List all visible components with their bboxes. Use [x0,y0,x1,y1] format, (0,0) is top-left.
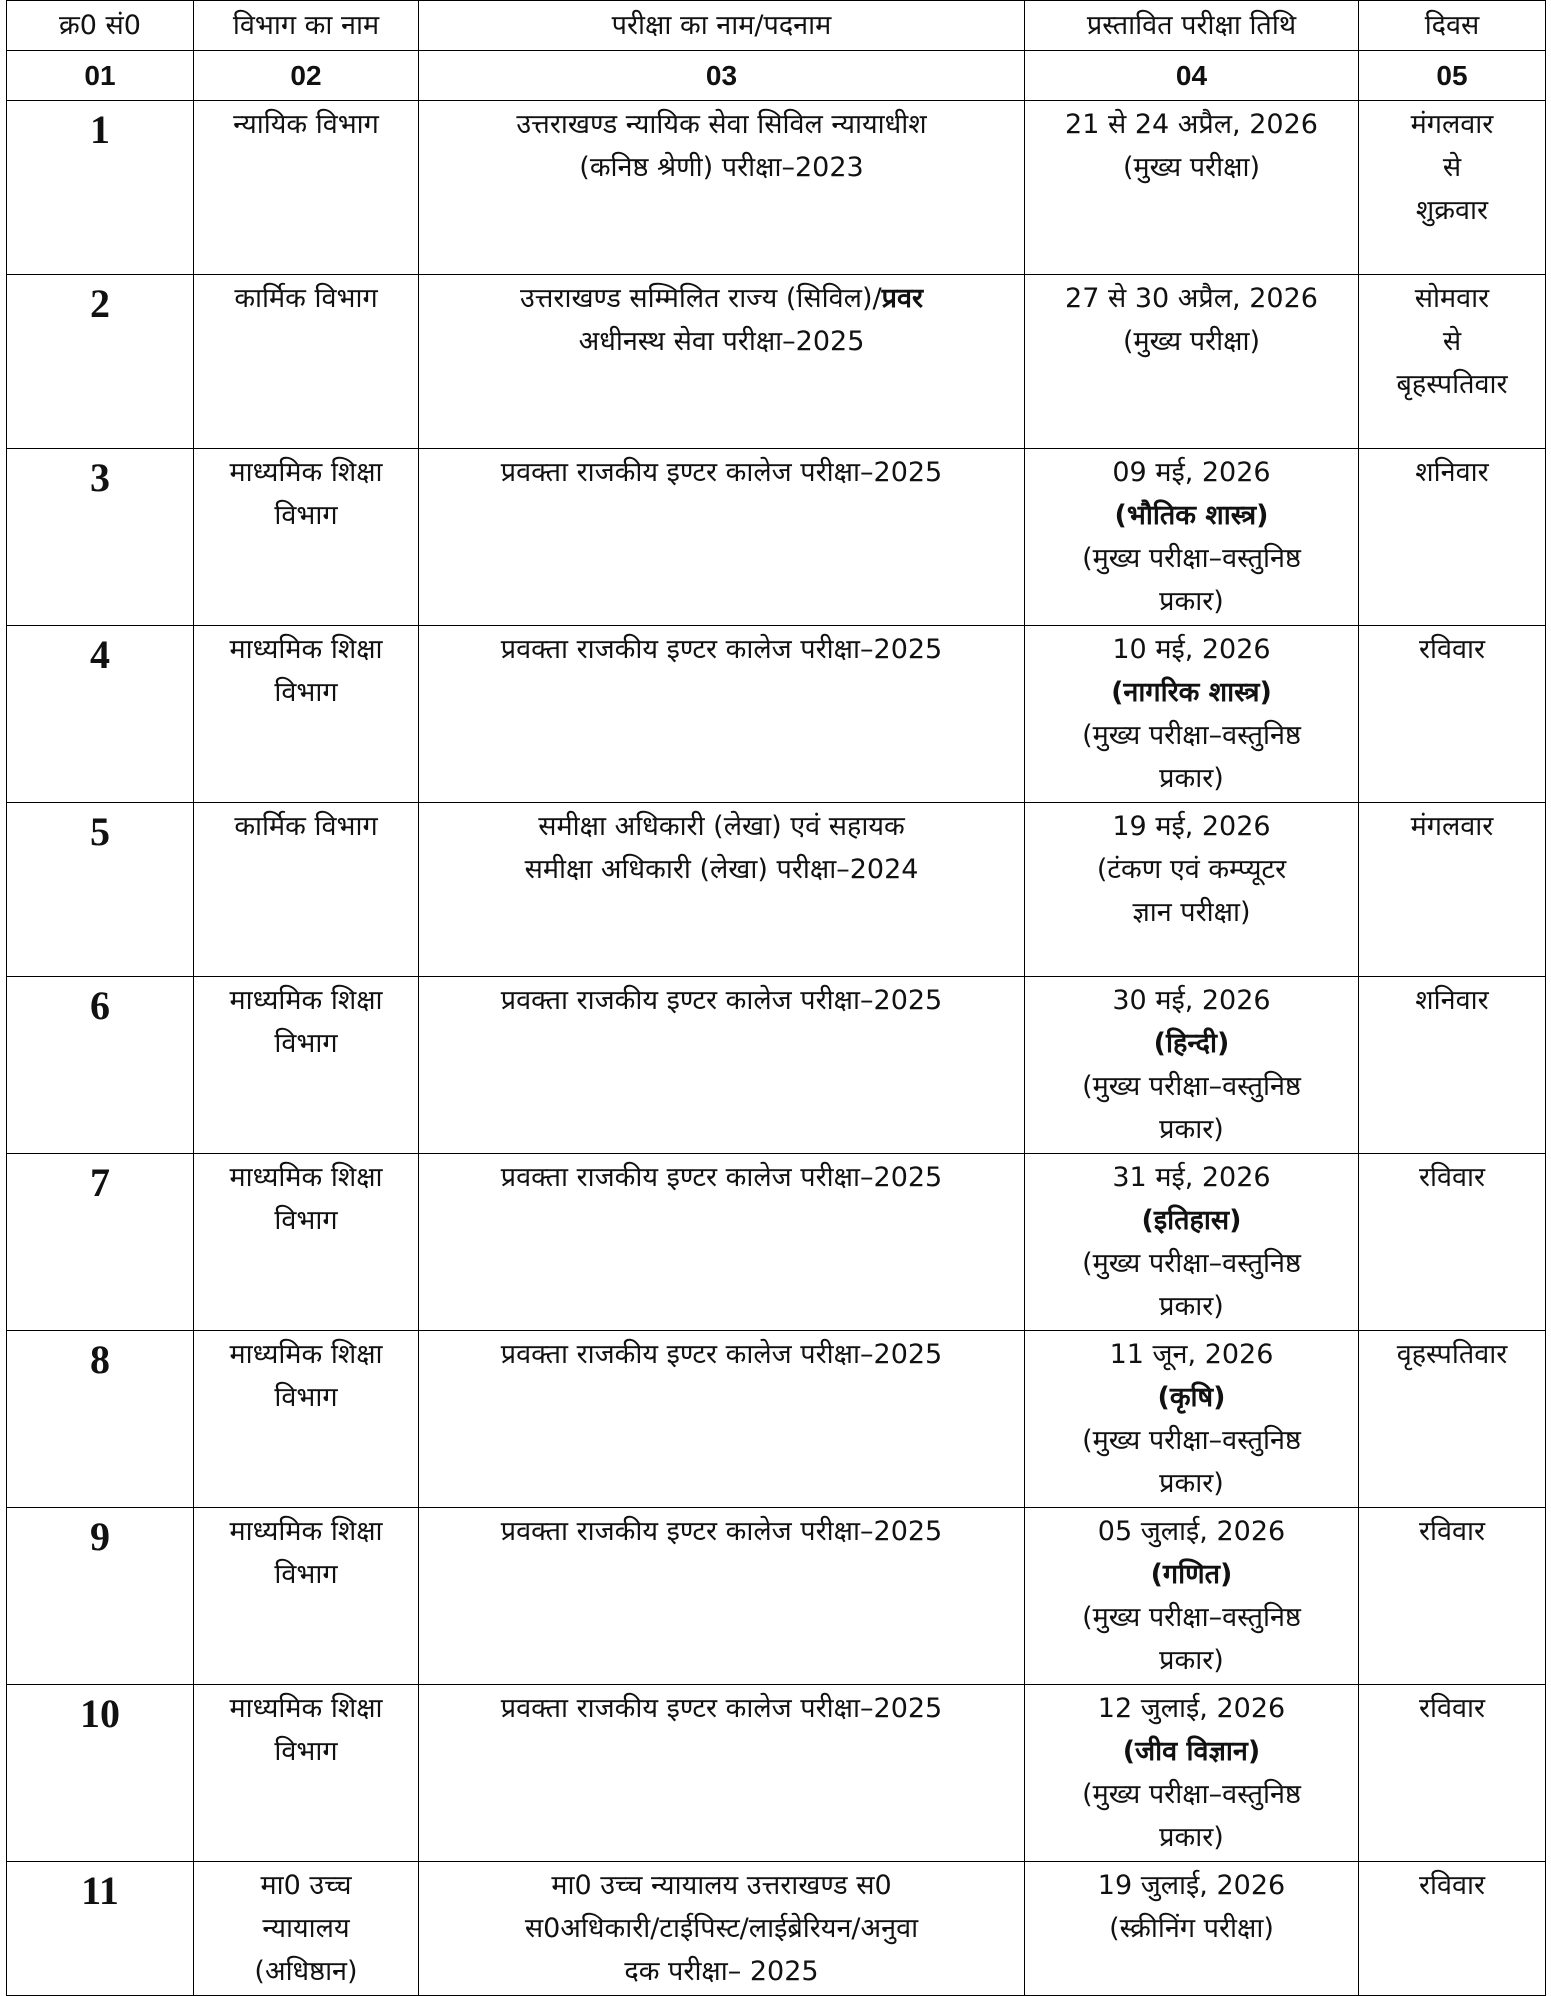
day-cell [1359,1685,1546,1862]
exam-name-cell [419,101,1025,275]
column-number: 05 [1359,51,1546,101]
exam-name-text: अधीनस्थ सेवा परीक्षा–2025 [578,326,865,357]
day-text: मंगलवार [1410,109,1494,140]
exam-subject: (इतिहास) [1141,1205,1242,1236]
table-row [7,101,1546,275]
exam-name-cell [419,977,1025,1154]
day-cell [1359,1331,1546,1508]
exam-name-cell [419,1154,1025,1331]
exam-name-text: प्रवक्ता राजकीय इण्टर कालेज परीक्षा–2025 [500,1693,943,1724]
department-text: विभाग [274,1736,338,1767]
serial-number: 5 [7,803,194,977]
exam-name-text: प्रवक्ता राजकीय इण्टर कालेज परीक्षा–2025 [500,457,943,488]
exam-note: प्रकार) [1159,1822,1224,1853]
exam-name-text: प्रवक्ता राजकीय इण्टर कालेज परीक्षा–2025 [500,1339,943,1370]
table-row [7,977,1546,1154]
exam-note: प्रकार) [1159,586,1224,617]
exam-name-text: मा0 उच्च न्यायालय उत्तराखण्ड स0 [551,1870,892,1901]
department-text: न्यायिक विभाग [233,109,379,140]
exam-subject: (हिन्दी) [1153,1028,1230,1059]
exam-date-cell [1025,1331,1359,1508]
day-text: रविवार [1418,1870,1486,1901]
exam-schedule-document [6,0,1545,1996]
department-text: विभाग [274,677,338,708]
exam-note: प्रकार) [1159,763,1224,794]
header-serial: क्र0 सं0 [7,1,194,51]
exam-name-cell [419,1508,1025,1685]
table-row [7,275,1546,449]
day-cell [1359,1508,1546,1685]
day-text: बृहस्पतिवार [1396,369,1508,400]
day-text: रविवार [1418,1693,1486,1724]
day-text: रविवार [1418,634,1486,665]
department-cell [194,803,419,977]
day-cell [1359,626,1546,803]
table-row [7,1331,1546,1508]
department-cell [194,977,419,1154]
serial-number: 4 [7,626,194,803]
exam-date: 19 मई, 2026 [1112,811,1271,842]
department-text: माध्यमिक शिक्षा [229,1162,383,1193]
day-cell [1359,1862,1546,1996]
serial-number: 9 [7,1508,194,1685]
day-text: मंगलवार [1410,811,1494,842]
exam-date: 31 मई, 2026 [1112,1162,1271,1193]
header-row [7,1,1546,51]
day-cell [1359,275,1546,449]
exam-note: (मुख्य परीक्षा–वस्तुनिष्ठ [1082,720,1301,751]
exam-subject: (गणित) [1150,1559,1233,1590]
table-row [7,449,1546,626]
exam-name-text: प्रवक्ता राजकीय इण्टर कालेज परीक्षा–2025 [500,634,943,665]
table-row [7,1862,1546,1996]
table-row [7,1508,1546,1685]
exam-name-cell [419,1862,1025,1996]
department-text: माध्यमिक शिक्षा [229,634,383,665]
day-text: शनिवार [1415,985,1489,1016]
department-text: माध्यमिक शिक्षा [229,1339,383,1370]
serial-number: 2 [7,275,194,449]
exam-name-cell [419,449,1025,626]
department-cell [194,1862,419,1996]
exam-note: (मुख्य परीक्षा–वस्तुनिष्ठ [1082,1071,1301,1102]
day-text: से [1442,152,1462,183]
exam-date-cell [1025,275,1359,449]
exam-subject: (नागरिक शास्त्र) [1111,677,1272,708]
exam-subject: (भौतिक शास्त्र) [1114,500,1269,531]
day-text: से [1442,326,1462,357]
exam-name-cell [419,803,1025,977]
exam-name-text: उत्तराखण्ड न्यायिक सेवा सिविल न्यायाधीश [516,109,927,140]
exam-name-text: प्रवक्ता राजकीय इण्टर कालेज परीक्षा–2025 [500,985,943,1016]
serial-number: 11 [7,1862,194,1996]
exam-date-cell [1025,1154,1359,1331]
exam-note: प्रकार) [1159,1291,1224,1322]
department-cell [194,275,419,449]
exam-date-cell [1025,626,1359,803]
department-text: विभाग [274,500,338,531]
exam-name-bold-text: प्रवर [881,283,924,314]
exam-date: 12 जुलाई, 2026 [1097,1693,1286,1724]
exam-date: 19 जुलाई, 2026 [1097,1870,1286,1901]
day-text: रविवार [1418,1162,1486,1193]
exam-note: (मुख्य परीक्षा–वस्तुनिष्ठ [1082,1248,1301,1279]
exam-name-text: प्रवक्ता राजकीय इण्टर कालेज परीक्षा–2025 [500,1516,943,1547]
department-text: कार्मिक विभाग [234,811,378,842]
department-text: कार्मिक विभाग [234,283,378,314]
exam-name-cell [419,1685,1025,1862]
day-text: शनिवार [1415,457,1489,488]
exam-name-text: (कनिष्ठ श्रेणी) परीक्षा–2023 [579,152,864,183]
header-exam-name: परीक्षा का नाम/पदनाम [419,1,1025,51]
exam-note: ज्ञान परीक्षा) [1132,897,1251,928]
serial-number: 7 [7,1154,194,1331]
exam-name-cell [419,275,1025,449]
exam-note: (मुख्य परीक्षा–वस्तुनिष्ठ [1082,1425,1301,1456]
header-proposed-date: प्रस्तावित परीक्षा तिथि [1025,1,1359,51]
day-text: रविवार [1418,1516,1486,1547]
department-text: विभाग [274,1205,338,1236]
exam-subject: (जीव विज्ञान) [1122,1736,1261,1767]
exam-date: 10 मई, 2026 [1112,634,1271,665]
serial-number: 6 [7,977,194,1154]
exam-name-cell [419,626,1025,803]
table-row [7,803,1546,977]
department-text: मा0 उच्च [260,1870,352,1901]
department-cell [194,626,419,803]
day-cell [1359,803,1546,977]
table-row [7,1685,1546,1862]
exam-date-cell [1025,449,1359,626]
exam-date-cell [1025,1685,1359,1862]
exam-name-text: समीक्षा अधिकारी (लेखा) परीक्षा–2024 [524,854,919,885]
department-cell [194,1331,419,1508]
day-text: सोमवार [1414,283,1490,314]
column-number: 03 [419,51,1025,101]
exam-note: (मुख्य परीक्षा–वस्तुनिष्ठ [1082,1779,1301,1810]
exam-note: (मुख्य परीक्षा–वस्तुनिष्ठ [1082,1602,1301,1633]
exam-date: 30 मई, 2026 [1112,985,1271,1016]
exam-name-text: उत्तराखण्ड सम्मिलित राज्य (सिविल)/ [519,283,882,314]
column-number: 01 [7,51,194,101]
column-number: 02 [194,51,419,101]
header-department: विभाग का नाम [194,1,419,51]
day-cell [1359,101,1546,275]
serial-number: 3 [7,449,194,626]
table-row [7,1154,1546,1331]
exam-date: 21 से 24 अप्रैल, 2026 [1065,109,1318,140]
exam-note: (मुख्य परीक्षा) [1123,152,1260,183]
exam-note: प्रकार) [1159,1114,1224,1145]
exam-note: (मुख्य परीक्षा–वस्तुनिष्ठ [1082,543,1301,574]
exam-schedule-table [6,0,1546,1996]
department-text: विभाग [274,1028,338,1059]
exam-date-cell [1025,1508,1359,1685]
department-text: विभाग [274,1559,338,1590]
exam-date-cell [1025,101,1359,275]
serial-number: 10 [7,1685,194,1862]
department-cell [194,1685,419,1862]
exam-date-cell [1025,977,1359,1154]
exam-date: 27 से 30 अप्रैल, 2026 [1065,283,1318,314]
table-row [7,626,1546,803]
day-cell [1359,1154,1546,1331]
exam-name-text: प्रवक्ता राजकीय इण्टर कालेज परीक्षा–2025 [500,1162,943,1193]
day-text: शुक्रवार [1415,195,1489,226]
exam-note: (टंकण एवं कम्प्यूटर [1096,854,1287,885]
day-text: वृहस्पतिवार [1396,1339,1508,1370]
department-text: न्यायालय [262,1913,350,1944]
exam-date: 11 जून, 2026 [1109,1339,1274,1370]
header-day: दिवस [1359,1,1546,51]
exam-note: (स्क्रीनिंग परीक्षा) [1109,1913,1274,1944]
exam-note: प्रकार) [1159,1645,1224,1676]
department-text: माध्यमिक शिक्षा [229,985,383,1016]
exam-date-cell [1025,1862,1359,1996]
exam-name-line [423,277,1020,320]
exam-name-text: स0अधिकारी/टाईपिस्ट/लाईब्रेरियन/अनुवा [524,1913,919,1944]
serial-number: 8 [7,1331,194,1508]
exam-date: 05 जुलाई, 2026 [1097,1516,1286,1547]
department-cell [194,1154,419,1331]
exam-name-text: समीक्षा अधिकारी (लेखा) एवं सहायक [538,811,905,842]
department-cell [194,101,419,275]
day-cell [1359,977,1546,1154]
department-cell [194,1508,419,1685]
day-cell [1359,449,1546,626]
exam-subject: (कृषि) [1157,1382,1226,1413]
serial-number: 1 [7,101,194,275]
exam-note: प्रकार) [1159,1468,1224,1499]
department-text: माध्यमिक शिक्षा [229,457,383,488]
column-number: 04 [1025,51,1359,101]
column-number-row [7,51,1546,101]
department-text: (अधिष्ठान) [254,1956,358,1987]
exam-date-cell [1025,803,1359,977]
exam-note: (मुख्य परीक्षा) [1123,326,1260,357]
department-text: माध्यमिक शिक्षा [229,1516,383,1547]
exam-name-cell [419,1331,1025,1508]
department-text: माध्यमिक शिक्षा [229,1693,383,1724]
department-cell [194,449,419,626]
department-text: विभाग [274,1382,338,1413]
exam-date: 09 मई, 2026 [1112,457,1271,488]
exam-name-text: दक परीक्षा– 2025 [624,1956,819,1987]
